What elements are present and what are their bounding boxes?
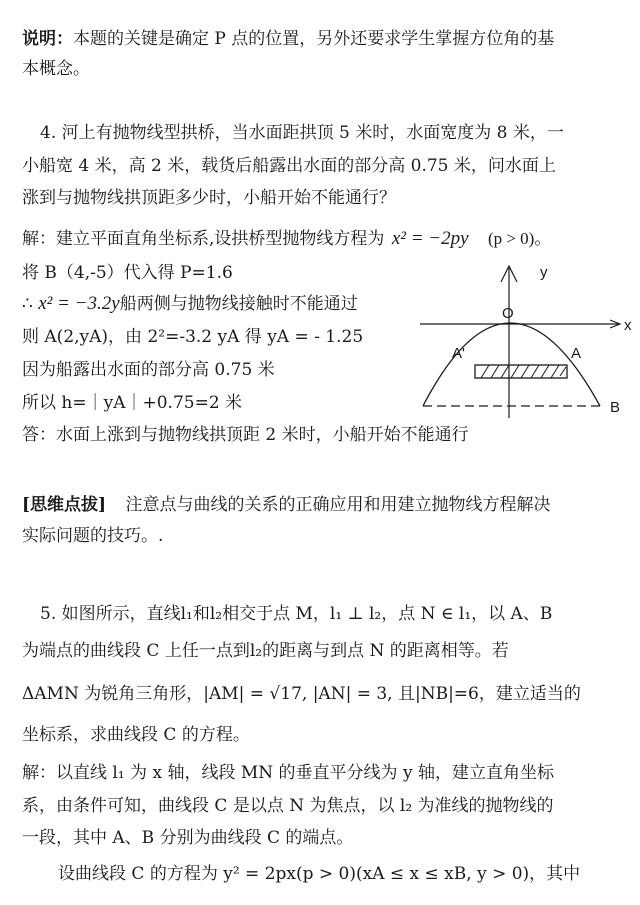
tip-text-1: 注意点与曲线的关系的正确应用和用建立抛物线方程解决 [125,495,551,515]
boat-hatching [481,365,566,378]
problem5-line-8: 设曲线段 C 的方程为 y² = 2px(p > 0)(xA ≤ x ≤ xB, y > 0)，其中 [58,864,581,884]
parabola-equation: x² = −2py [391,228,469,249]
problem4-line-6-rest: 船两侧与抛物线接触时不能通过 [119,294,358,314]
problem4-line-9: 所以 h=｜yA｜+0.75=2 米 [22,393,243,413]
substituted-equation: x² = −3.2y [38,293,120,314]
x-axis-label: x [624,317,632,334]
note-label: 说明： [22,29,73,49]
problem4-line-5: 将 B（4,-5）代入得 P=1.6 [22,263,233,283]
problem5-line-4: 坐标系，求曲线段 C 的方程。 [22,725,250,745]
problem4-line-6 [22,293,358,315]
point-a-label: A [571,345,582,362]
problem4-line-7: 则 A(2,yA)，由 2²=-3.2 yA 得 yA = - 1.25 [22,327,364,347]
problem5-line-7: 一段，其中 A、B 分别为曲线段 C 的端点。 [22,828,354,848]
origin-label: O [502,305,514,322]
note-line-1 [22,28,554,50]
problem4-line-2: 小船宽 4 米，高 2 米，载货后船露出水面的部分高 0.75 米，问水面上 [22,156,556,176]
problem4-answer: 答：水面上涨到与抛物线拱顶距 2 米时，小船开始不能通行 [22,425,469,445]
tip-line-2: 实际问题的技巧。. [22,526,164,546]
parabola-bridge-diagram [418,258,640,420]
tip-label: [思维点拔] [22,495,107,515]
problem4-line-8: 因为船露出水面的部分高 0.75 米 [22,360,275,380]
note-text-1: 本题的关键是确定 P 点的位置，另外还要求学生掌握方位角的基 [73,29,555,49]
y-axis-label: y [540,264,548,281]
problem4-solution-line [22,228,551,250]
problem4-line-3: 涨到与抛物线拱顶距多少时，小船开始不能通行？ [22,188,396,208]
point-b-label: B [610,399,621,416]
boat [475,365,567,378]
therefore-symbol: ∴ [22,294,33,314]
problem4-line-1: 4. 河上有抛物线型拱桥，当水面距拱顶 5 米时，水面宽度为 8 米，一 [40,123,564,143]
tip-line-1 [22,494,551,516]
note-line-2: 本概念。 [22,59,90,79]
point-a-prime-label: A' [452,345,465,362]
solution-prefix: 解：建立平面直角坐标系,设拱桥型抛物线方程为 [22,229,385,249]
problem5-line-3: ΔAMN 为锐角三角形，|AM| = √17, |AN| = 3, 且|NB|=6，建立适当的 [22,684,581,704]
parabola-condition: (p > 0)。 [487,229,552,248]
problem5-line-5: 解：以直线 l₁ 为 x 轴，线段 MN 的垂直平分线为 y 轴，建立直角坐标 [22,763,554,783]
problem5-line-6: 系，由条件可知，曲线段 C 是以点 N 为焦点，以 l₂ 为准线的抛物线的 [22,796,554,816]
problem5-line-1: 5. 如图所示，直线l₁和l₂相交于点 M，l₁ ⊥ l₂，点 N ∈ l₁，以 A、B [40,604,553,624]
problem5-line-2: 为端点的曲线段 C 上任一点到l₂的距离与到点 N 的距离相等。若 [22,641,509,661]
